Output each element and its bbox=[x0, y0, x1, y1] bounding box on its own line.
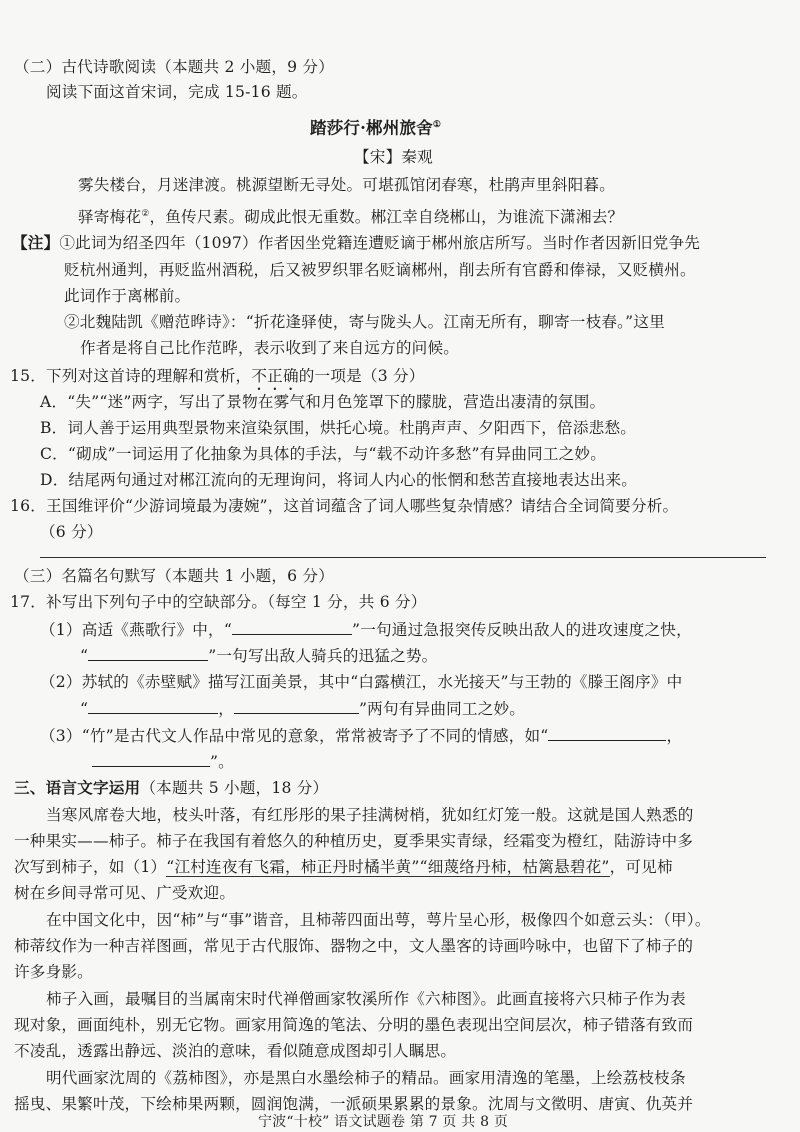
passage-p1-line-3-start: 次写到柿子，如（1） bbox=[14, 858, 167, 876]
note-1-line-1 bbox=[12, 233, 700, 253]
passage-p3-line-3: 不凌乱，透露出静远、淡泊的意味，看似随意成图却引人瞩思。 bbox=[14, 1042, 457, 1060]
passage-p1-line-2: 一种果实——柿子。柿子在我国有着悠久的种植历史，夏季果实青绿，经霜变为橙红，陆游诗中多 bbox=[14, 832, 694, 850]
passage-p2-line-1: 在中国文化中，因“柿”与“事”谐音，且柿蒂四面出萼，萼片呈心形，极像四个如意云头：（甲）。 bbox=[46, 911, 711, 929]
q16-stem-line-2: （6 分） bbox=[40, 523, 103, 541]
q17-item-3-line-2 bbox=[92, 751, 234, 772]
q17-item-1-text-b: ”一句通过急报突传反映出敌人的进攻速度之快， bbox=[352, 621, 692, 639]
passage-p4-line-1: 明代画家沈周的《荔柿图》，亦是黑白水墨绘柿子的精品。画家用清逸的笔墨，上绘荔枝枝条 bbox=[46, 1069, 686, 1087]
note-label: 【注】 bbox=[12, 233, 60, 252]
q17-item-3-text-c: ”。 bbox=[210, 753, 234, 771]
q15-stem-end: 的一项是（3 分） bbox=[298, 367, 425, 385]
q17-item-3-text-a: （3）“竹”是古代文人作品中常见的意象，常常被寄予了不同的情感，如“ bbox=[40, 727, 549, 745]
passage-p1-line-3-end: ，可见柿 bbox=[609, 858, 673, 876]
q17-blank-3[interactable] bbox=[88, 698, 218, 714]
q17-stem: 17．补写出下列句子中的空缺部分。（每空 1 分，共 6 分） bbox=[10, 593, 427, 611]
poetry-instruction: 阅读下面这首宋词，完成 15-16 题。 bbox=[46, 83, 308, 101]
q17-item-2-text-d: ”两句有异曲同工之妙。 bbox=[358, 700, 526, 718]
q16-stem-line-1: 16．王国维评价“少游词境最为凄婉”，这首词蕴含了词人哪些复杂情感？请结合全词简要分析。 bbox=[10, 497, 679, 515]
q17-item-1-text-d: ”一句写出敌人骑兵的迅猛之势。 bbox=[208, 647, 438, 665]
poem-line-2-footnote-mark: ② bbox=[141, 209, 150, 219]
q17-blank-5[interactable] bbox=[548, 725, 666, 741]
note-1-line-3: 此词作于离郴前。 bbox=[64, 287, 191, 305]
q17-blank-1[interactable] bbox=[232, 619, 352, 635]
q15-option-d: D．结尾两句通过对郴江流向的无理询问，将词人内心的怅惘和愁苦直接地表达出来。 bbox=[40, 471, 638, 489]
poem-line-2-end: ，鱼传尺素。砌成此恨无重数。郴江幸自绕郴山，为谁流下潇湘去？ bbox=[149, 208, 624, 227]
note-1-line-2: 贬杭州通判，再贬监州酒税，后又被罗织罪名贬谪郴州，削去所有官爵和俸禄，又贬横州。 bbox=[64, 261, 696, 279]
passage-p1-line-1: 当寒风席卷大地，枝头叶落，有红彤彤的果子挂满树梢，犹如红灯笼一般。这就是国人熟悉的 bbox=[46, 806, 694, 824]
q16-answer-line[interactable] bbox=[40, 557, 766, 558]
passage-p4-line-2: 摇曳、果繁叶茂，下绘柿果两颗，圆润饱满，一派硕果累累的景象。沈周与文徵明、唐寅、仇英并 bbox=[14, 1095, 694, 1113]
q17-blank-4[interactable] bbox=[234, 698, 359, 714]
poem-title-footnote-mark: ① bbox=[432, 120, 442, 130]
section-heading-language-rest: （本题共 5 小题，18 分） bbox=[140, 779, 329, 797]
q15-option-a: A．“失”“迷”两字，写出了景物在雾气和月色笼罩下的朦胧，营造出凄清的氛围。 bbox=[40, 393, 606, 411]
passage-p3-line-1: 柿子入画，最嘱目的当属南宋时代禅僧画家牧溪所作《六柿图》。此画直接将六只柿子作为表 bbox=[46, 990, 686, 1008]
q15-option-b: B．词人善于运用典型景物来渲染氛围，烘托心境。杜鹃声声、夕阳西下，倍添悲愁。 bbox=[40, 419, 637, 437]
q17-item-2-text-c: ， bbox=[218, 700, 234, 718]
q17-item-1-line-2 bbox=[80, 645, 437, 666]
q17-item-2-line-1: （2）苏轼的《赤壁赋》描写江面美景，其中“白露横江，水光接天”与王勃的《滕王阁序》中 bbox=[40, 673, 683, 691]
section-heading-poetry: （二）古代诗歌阅读（本题共 2 小题，9 分） bbox=[14, 58, 335, 76]
passage-p3-line-2: 现对象，画面纯朴，别无它物。画家用简逸的笔法、分明的墨色表现出空间层次，柿子错落有致而 bbox=[14, 1016, 694, 1034]
poem-line-2-start: 驿寄梅花 bbox=[78, 208, 142, 227]
q17-item-1-text-a: （1）高适《燕歌行》中，“ bbox=[40, 621, 233, 639]
q17-blank-6[interactable] bbox=[92, 751, 210, 767]
q15-option-c: C．“砌成”一词运用了化抽象为具体的手法，与“载不动许多愁”有异曲同工之妙。 bbox=[40, 445, 607, 463]
q15-stem-emphasis: 不正确 bbox=[251, 367, 299, 385]
poem-line-1: 雾失楼台，月迷津渡。桃源望断无寻处。可堪孤馆闭春寒，杜鹃声里斜阳暮。 bbox=[78, 176, 615, 194]
passage-p2-line-2: 柿蒂纹作为一种吉祥图画，常见于古代服饰、器物之中，文人墨客的诗画吟咏中，也留下了柿子的 bbox=[14, 937, 694, 955]
passage-p2-line-3: 许多身影。 bbox=[14, 963, 93, 981]
passage-p1-line-3 bbox=[14, 857, 673, 877]
section-heading-language-bold: 三、语言文字运用 bbox=[14, 778, 141, 797]
note-2-line-2: 作者是将自己比作范晔，表示收到了来自远方的问候。 bbox=[80, 339, 460, 357]
poem-title bbox=[310, 115, 441, 139]
passage-underlined-quote: “江村连夜有飞霜，柿正丹时橘半黄”“细蔑络丹柿，枯篱悬碧花” bbox=[166, 858, 610, 876]
poem-title-text: 踏莎行·郴州旅舍 bbox=[310, 118, 433, 138]
section-heading-recitation: （三）名篇名句默写（本题共 1 小题，6 分） bbox=[14, 567, 335, 585]
note-1-text-1: ①此词为绍圣四年（1097）作者因坐党籍连遭贬谪于郴州旅店所写。当时作者因新旧党争先 bbox=[59, 234, 701, 252]
q15-stem bbox=[10, 366, 425, 394]
poem-author: 【宋】秦观 bbox=[354, 148, 433, 166]
q17-item-2-line-2 bbox=[80, 698, 525, 719]
q17-item-1-line-1 bbox=[40, 619, 692, 640]
section-heading-language bbox=[14, 778, 328, 798]
poem-line-2 bbox=[78, 204, 623, 227]
q17-item-3-text-b: ， bbox=[666, 727, 683, 745]
q17-blank-2[interactable] bbox=[88, 645, 208, 661]
q15-stem-start: 15．下列对这首诗的理解和赏析， bbox=[10, 367, 252, 385]
q17-item-1-text-c: “ bbox=[80, 647, 89, 665]
page-footer: 宁波“十校” 语文试题卷 第 7 页 共 8 页 bbox=[258, 1114, 509, 1130]
note-2-line-1: ②北魏陆凯《赠范晔诗》：“折花逢驿使，寄与陇头人。江南无所有，聊寄一枝春。”这里 bbox=[64, 313, 665, 331]
q17-item-2-text-b: “ bbox=[80, 700, 89, 718]
passage-p1-line-4: 树在乡间寻常可见、广受欢迎。 bbox=[14, 884, 236, 902]
q17-item-3-line-1 bbox=[40, 725, 682, 746]
